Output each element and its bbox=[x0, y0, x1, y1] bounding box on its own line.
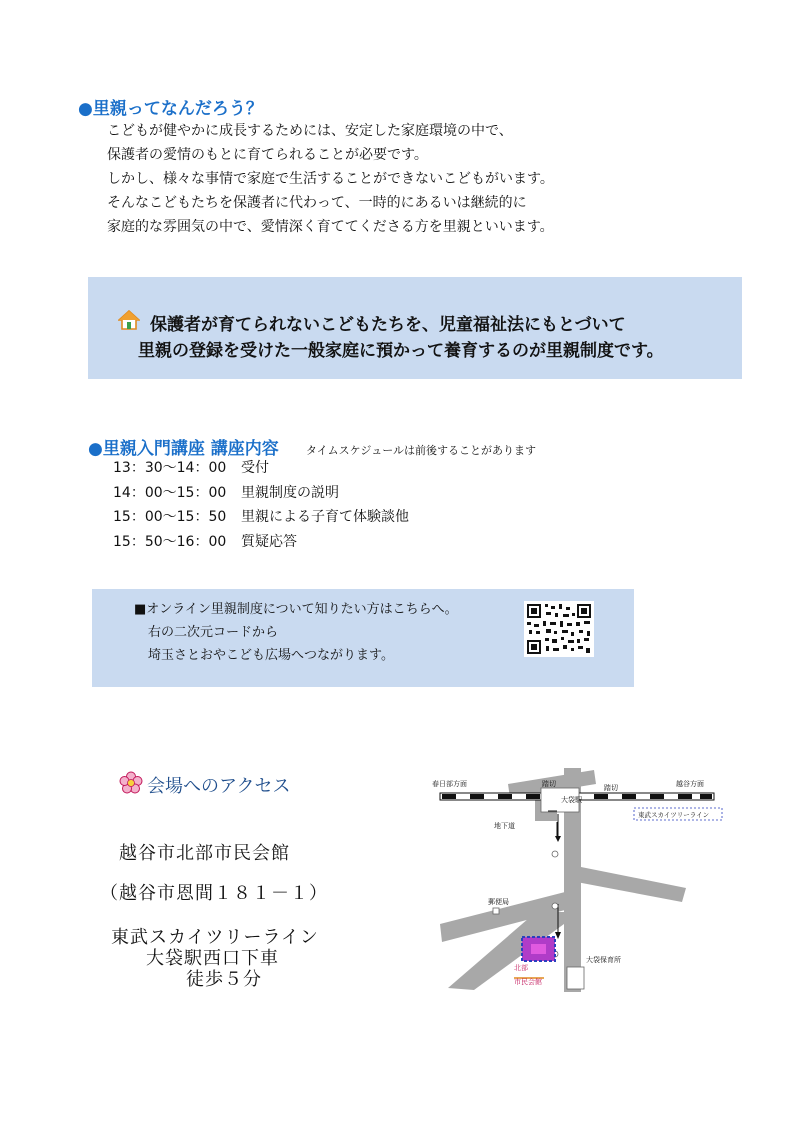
map-label-hall: 市民会館 bbox=[514, 978, 542, 986]
online-info-box bbox=[92, 589, 634, 687]
intro-line: 保護者の愛情のもとに育てられることが必要です。 bbox=[107, 147, 428, 163]
access-map[interactable] bbox=[418, 764, 730, 996]
online-line-2: 右の二次元コードから bbox=[148, 625, 279, 640]
intro-line: こどもが健やかに成長するためには、安定した家庭環境の中で、 bbox=[107, 123, 513, 139]
venue-address: （越谷市恩間１８１－１） bbox=[100, 883, 328, 904]
access-title: 会場へのアクセス bbox=[147, 776, 291, 797]
map-label-crossing-2: 踏切 bbox=[604, 784, 618, 792]
schedule-item: 受付 bbox=[241, 460, 269, 476]
intro-line: そんなこどもたちを保護者に代わって、一時的にあるいは継続的に bbox=[107, 195, 527, 211]
definition-callout bbox=[88, 277, 742, 379]
map-label-kitabu: 北部 bbox=[514, 964, 528, 972]
map-label-post-office: 郵便局 bbox=[488, 898, 509, 906]
intro-line: 家庭的な雰囲気の中で、愛情深く育ててくださる方を里親といいます。 bbox=[107, 219, 554, 235]
qr-code-icon[interactable] bbox=[524, 601, 594, 657]
section-heading-what-is-foster: ●里親ってなんだろう？ bbox=[78, 99, 263, 119]
map-label-line: 東武スカイツリーライン bbox=[638, 811, 710, 819]
online-line-3: 埼玉さとおやこども広場へつながります。 bbox=[148, 648, 394, 663]
section-heading-seminar: ●里親入門講座 講座内容 bbox=[88, 439, 279, 459]
callout-line-1: 保護者が育てられないこどもたちを、児童福祉法にもとづいて bbox=[150, 315, 626, 335]
callout-line-2: 里親の登録を受けた一般家庭に預かって養育するのが里親制度です。 bbox=[138, 341, 664, 361]
schedule-note: タイムスケジュールは前後することがあります bbox=[305, 444, 536, 457]
schedule-row bbox=[113, 505, 409, 530]
map-label-underpass: 地下道 bbox=[494, 822, 515, 830]
map-label-kasukabe: 春日部方面 bbox=[432, 780, 467, 788]
schedule-item: 里親制度の説明 bbox=[241, 484, 339, 501]
schedule-time: 15：00～15：50 bbox=[113, 509, 227, 525]
intro-paragraph bbox=[107, 119, 554, 239]
schedule-item: 里親による子育て体験談他 bbox=[241, 509, 409, 525]
schedule-item: 質疑応答 bbox=[241, 533, 297, 550]
schedule-time: 15：50～16：00 bbox=[113, 533, 227, 550]
schedule-time: 13：30～14：00 bbox=[113, 460, 227, 476]
schedule-list bbox=[113, 456, 409, 554]
online-line-1: ■オンライン里親制度について知りたい方はこちらへ。 bbox=[134, 602, 458, 617]
flower-icon bbox=[119, 771, 143, 795]
train-line: 東武スカイツリーライン bbox=[111, 927, 319, 948]
station-exit: 大袋駅西口下車 bbox=[146, 948, 279, 969]
house-icon bbox=[118, 310, 140, 330]
intro-line: しかし、様々な事情で家庭で生活することができないこどもがいます。 bbox=[107, 171, 554, 187]
map-label-station: 大袋駅 bbox=[561, 796, 582, 804]
schedule-row bbox=[113, 456, 409, 481]
walk-time: 徒歩５分 bbox=[186, 969, 262, 990]
map-label-koshigaya: 越谷方面 bbox=[676, 780, 704, 788]
map-label-nursery: 大袋保育所 bbox=[586, 956, 621, 964]
schedule-time: 14：00～15：00 bbox=[113, 484, 227, 501]
venue-name: 越谷市北部市民会館 bbox=[119, 843, 290, 864]
map-label-crossing-1: 踏切 bbox=[542, 780, 556, 788]
schedule-row bbox=[113, 530, 409, 555]
schedule-row bbox=[113, 481, 409, 506]
